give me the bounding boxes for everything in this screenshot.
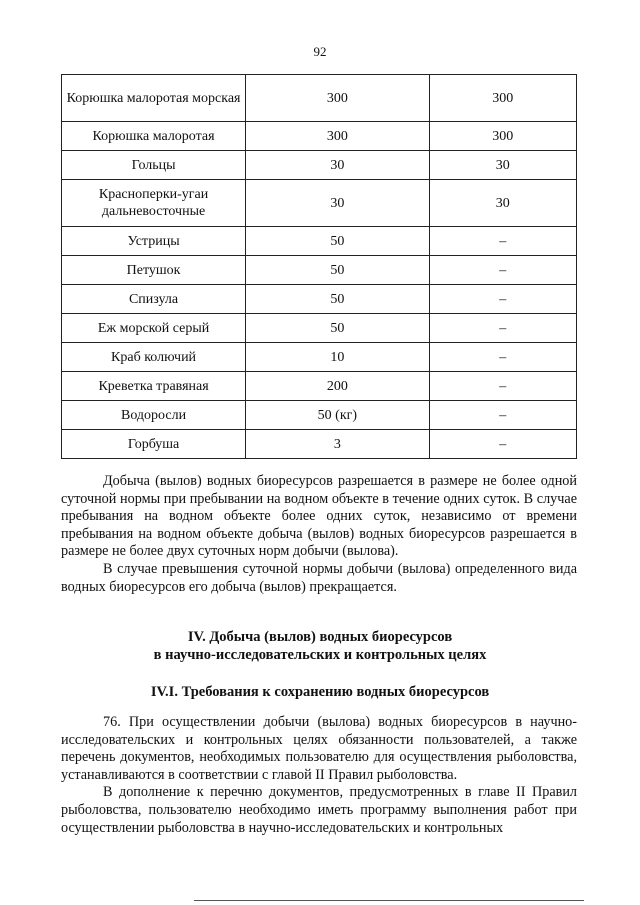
section-heading-line1: IV. Добыча (вылов) водных биоресурсов: [187, 629, 453, 645]
limit-alt-cell: –: [429, 430, 576, 459]
limit-cell: 50: [246, 314, 429, 343]
table-row: [62, 75, 577, 122]
table-row: [62, 314, 577, 343]
paragraph-excess: В случае превышения суточной нормы добычи (вылова) определенного вида водных биоресурсов его добыча (вылов) прекращается.: [61, 560, 577, 595]
table-row: [62, 343, 577, 372]
catch-limits-table: [61, 74, 577, 459]
species-name-cell: Водоросли: [62, 401, 246, 430]
limit-alt-cell: 300: [429, 122, 576, 151]
limit-alt-cell: –: [429, 227, 576, 256]
limit-alt-cell: –: [429, 343, 576, 372]
species-name-cell: Еж морской серый: [62, 314, 246, 343]
species-name-cell: Горбуша: [62, 430, 246, 459]
subsection-heading: IV.I. Требования к сохранению водных биоресурсов: [150, 684, 490, 700]
species-name-cell: Креветка травяная: [62, 372, 246, 401]
page-number: 92: [313, 44, 327, 59]
limit-alt-cell: –: [429, 314, 576, 343]
table-row: [62, 256, 577, 285]
table-row: [62, 401, 577, 430]
limit-alt-cell: –: [429, 372, 576, 401]
limit-alt-cell: 300: [429, 75, 576, 122]
table-row: [62, 372, 577, 401]
limit-cell: 50: [246, 285, 429, 314]
limit-alt-cell: –: [429, 401, 576, 430]
table-row: [62, 430, 577, 459]
limit-alt-cell: –: [429, 285, 576, 314]
table-row: [62, 180, 577, 227]
limit-cell: 50: [246, 227, 429, 256]
limit-cell: 3: [246, 430, 429, 459]
species-name-cell: Устрицы: [62, 227, 246, 256]
section-heading: [0, 628, 640, 664]
limit-cell: 200: [246, 372, 429, 401]
limit-cell: 30: [246, 180, 429, 227]
table-row: [62, 151, 577, 180]
table-row: [62, 285, 577, 314]
species-name-cell: Корюшка малоротая морская: [62, 75, 246, 122]
limit-cell: 300: [246, 122, 429, 151]
section-heading-line2: в научно-исследовательских и контрольных целях: [153, 647, 487, 663]
limit-cell: 300: [246, 75, 429, 122]
section-text-block: [61, 714, 577, 837]
paragraph-76: 76. При осуществлении добычи (вылова) водных биоресурсов в научно-исследовательских и контрольных целях обязанности пользователей, а также перечень документов, необходимых пользователю для осуществления рыболовства, устанавливаются в соответствии с главой II Правил рыболовства.: [61, 714, 577, 783]
rules-text-block: [61, 473, 577, 596]
paragraph-catch-limit: Добыча (вылов) водных биоресурсов разрешается в размере не более одной суточной нормы при пребывании на водном объекте в течение одних суток. В случае пребывания на водном объекте более одних суток, независимо от времени пребывания на водном объекте добыча (вылов) водных биоресурсов разрешается в размере не более двух суточных норм добычи (вылова).: [61, 473, 577, 560]
species-name-cell: Красноперки-угаи дальневосточные: [62, 180, 246, 227]
limit-cell: 50: [246, 256, 429, 285]
page-bottom-rule: [194, 900, 584, 901]
species-name-cell: Гольцы: [62, 151, 246, 180]
limit-alt-cell: 30: [429, 151, 576, 180]
species-name-cell: Корюшка малоротая: [62, 122, 246, 151]
species-name-cell: Краб колючий: [62, 343, 246, 372]
species-name-cell: Петушок: [62, 256, 246, 285]
limit-cell: 30: [246, 151, 429, 180]
limit-cell: 50 (кг): [246, 401, 429, 430]
table-row: [62, 122, 577, 151]
limit-cell: 10: [246, 343, 429, 372]
table-row: [62, 227, 577, 256]
paragraph-documents: В дополнение к перечню документов, предусмотренных в главе II Правил рыболовства, пользователю необходимо иметь программу выполнения работ при осуществлении рыболовства в научно-исследовательских и контрольных: [61, 784, 577, 836]
species-name-cell: Спизула: [62, 285, 246, 314]
limit-alt-cell: 30: [429, 180, 576, 227]
limit-alt-cell: –: [429, 256, 576, 285]
